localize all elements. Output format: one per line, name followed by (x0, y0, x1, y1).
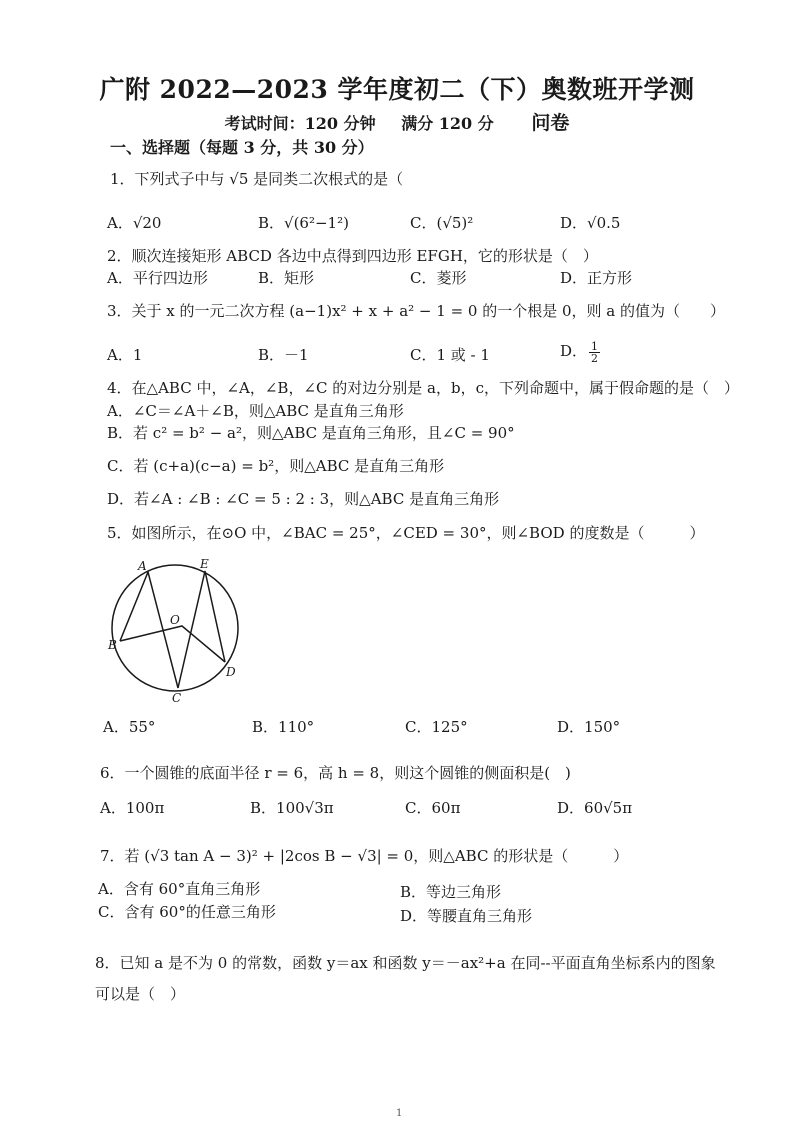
question-3-option-b: B．－1 (258, 346, 309, 364)
fraction-one-half (589, 341, 600, 364)
question-7-option-d: D．等腰直角三角形 (400, 907, 533, 925)
question-4-stem: 4．在△ABC 中，∠A，∠B，∠C 的对边分别是 a，b，c，下列命题中，属于假命题的是（ ） (107, 379, 739, 397)
question-3-option-d-label: D． (560, 342, 588, 360)
question-4-option-a: A．∠C＝∠A＋∠B，则△ABC 是直角三角形 (107, 402, 404, 420)
question-1-option-c: C．(√5)² (410, 214, 474, 232)
paper-label: 问卷 (531, 112, 570, 134)
section-heading: 一、选择题（每题 3 分，共 30 分） (110, 138, 374, 157)
question-8-stem-continued: 可以是（ ） (95, 985, 186, 1003)
question-5-option-d: D．150° (557, 718, 621, 736)
question-5-option-c: C．125° (405, 718, 468, 736)
question-8-stem: 8．已知 a 是不为 0 的常数，函数 y＝ax 和函数 y＝－ax²+a 在同--平面直角坐标系内的图象 (95, 954, 716, 972)
question-1-option-a: A．√20 (107, 214, 162, 232)
question-1-option-b: B．√(6²−1²) (258, 214, 349, 232)
question-3-option-d (560, 340, 600, 364)
question-4-option-b: B．若 c² = b² − a²，则△ABC 是直角三角形，且∠C = 90° (107, 424, 515, 442)
question-2-option-d: D．正方形 (560, 269, 633, 287)
question-3-option-c: C．1 或 - 1 (410, 346, 490, 364)
question-7-option-b: B．等边三角形 (400, 883, 502, 901)
exam-subtitle (0, 108, 794, 135)
question-3-option-a: A．1 (107, 346, 143, 364)
page-mark: 1 (396, 1108, 403, 1119)
question-5-option-a: A．55° (103, 718, 156, 736)
label-o: O (170, 613, 180, 627)
label-b: B (108, 638, 117, 652)
question-6-option-d: D．60√5π (557, 799, 633, 817)
circle-figure (100, 556, 250, 706)
exam-title: 广附 2022—2023 学年度初二（下）奥数班开学测 (99, 75, 695, 104)
exam-time: 考试时间：120 分钟 (224, 114, 376, 133)
fraction-numerator: 1 (591, 339, 599, 353)
label-e: E (200, 557, 209, 571)
question-5-stem: 5．如图所示，在⊙O 中，∠BAC = 25°，∠CED = 30°，则∠BOD 的度数是（ ） (107, 524, 705, 542)
question-7-stem: 7．若 (√3 tan A − 3)² + |2cos B − √3| = 0，则△ABC 的形状是（ ） (100, 847, 629, 865)
question-1-stem: 1．下列式子中与 √5 是同类二次根式的是（ (110, 170, 404, 188)
question-4-option-c: C．若 (c+a)(c−a) = b²，则△ABC 是直角三角形 (107, 457, 445, 475)
question-6-option-b: B．100√3π (250, 799, 334, 817)
question-4-option-d: D．若∠A : ∠B : ∠C = 5 : 2 : 3，则△ABC 是直角三角形 (107, 490, 500, 508)
question-7-option-c: C．含有 60°的任意三角形 (98, 903, 276, 921)
question-3-stem: 3．关于 x 的一元二次方程 (a−1)x² + x + a² − 1 = 0 的一个根是 0，则 a 的值为（ ） (107, 302, 726, 320)
question-6-option-c: C．60π (405, 799, 461, 817)
fraction-denominator: 2 (591, 351, 599, 365)
question-6-stem: 6．一个圆锥的底面半径 r = 6，高 h = 8，则这个圆锥的侧面积是( ) (100, 764, 571, 782)
label-d: D (226, 665, 236, 679)
question-2-stem: 2．顺次连接矩形 ABCD 各边中点得到四边形 EFGH，它的形状是（ ） (107, 247, 598, 265)
label-c: C (172, 691, 182, 705)
question-2-option-b: B．矩形 (258, 269, 315, 287)
exam-score: 满分 120 分 (401, 114, 494, 133)
label-a: A (138, 559, 147, 573)
question-7-option-a: A．含有 60°直角三角形 (98, 880, 261, 898)
radius-bod (120, 626, 225, 662)
question-5-option-b: B．110° (252, 718, 315, 736)
question-2-option-a: A．平行四边形 (107, 269, 208, 287)
question-1-option-d: D．√0.5 (560, 214, 621, 232)
question-2-option-c: C．菱形 (410, 269, 467, 287)
question-6-option-a: A．100π (100, 799, 165, 817)
